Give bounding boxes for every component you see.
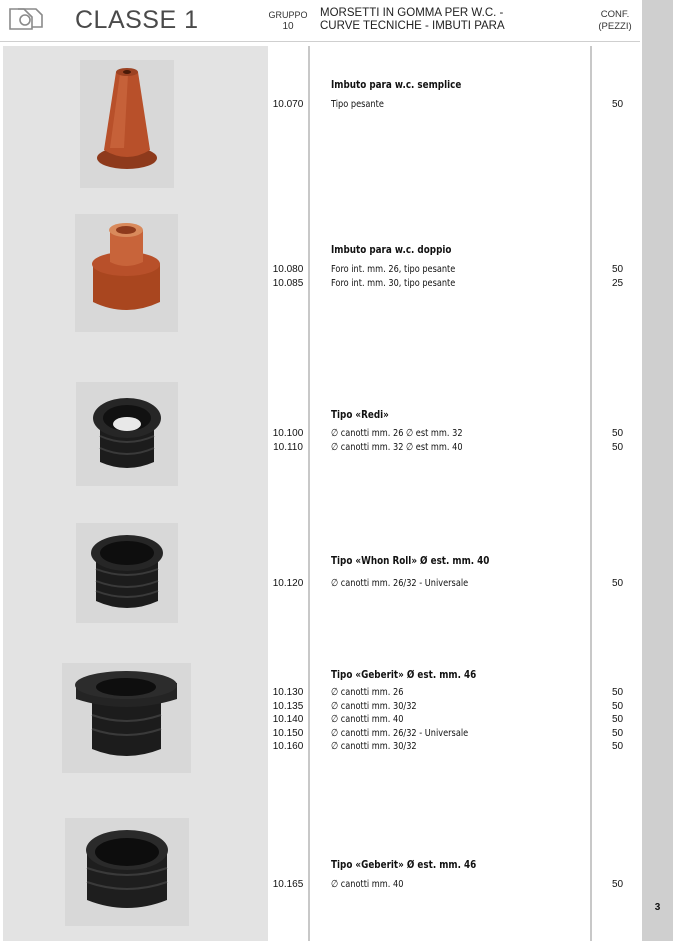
product-qty: 25 (611, 277, 624, 289)
table-row (0, 687, 640, 701)
product-code: 10.160 (272, 741, 304, 752)
gruppo-value: 10 (282, 21, 294, 32)
black-rubber-ring-seal-icon (65, 818, 189, 926)
product-code: 10.135 (272, 700, 304, 712)
product-code: 10.110 (273, 441, 303, 453)
product-qty: 50 (611, 700, 624, 712)
product-code: 10.100 (272, 428, 304, 439)
table-row (0, 701, 640, 715)
section-heading-line1: MORSETTI IN GOMMA PER W.C. - (320, 7, 504, 19)
product-qty: 50 (611, 264, 624, 275)
section-heading (320, 7, 590, 33)
product-desc: ∅ canotti mm. 30/32 (331, 700, 417, 712)
table-row (0, 99, 640, 113)
product-desc: Foro int. mm. 26, tipo pesante (331, 264, 456, 275)
logo (6, 5, 44, 33)
column-divider-code (308, 46, 310, 941)
table-row (0, 442, 640, 456)
table-row (0, 879, 640, 893)
product-desc: ∅ canotti mm. 26 ∅ est mm. 32 (331, 428, 463, 439)
product-qty: 50 (611, 441, 624, 453)
product-code: 10.080 (272, 264, 304, 275)
table-row (0, 741, 640, 755)
product-desc: Foro int. mm. 30, tipo pesante (331, 277, 456, 289)
product-code: 10.150 (272, 727, 304, 739)
gruppo-label: GRUPPO (268, 10, 308, 20)
product-desc: ∅ canotti mm. 26 (331, 687, 404, 698)
product-code: 10.085 (272, 277, 304, 289)
product-qty: 50 (611, 687, 624, 698)
product-desc: ∅ canotti mm. 40 (331, 879, 404, 890)
page-number: 3 (654, 902, 661, 913)
table-row (0, 578, 640, 592)
product-qty: 50 (611, 99, 624, 110)
side-bar (642, 0, 673, 941)
product-qty: 50 (611, 714, 624, 725)
class-title: CLASSE 1 (75, 6, 199, 34)
product-desc: ∅ canotti mm. 26/32 - Universale (331, 727, 469, 739)
table-row (0, 428, 640, 442)
conf-heading-line2: (PEZZI) (598, 21, 632, 32)
table-row (0, 278, 640, 292)
product-code: 10.165 (272, 879, 304, 890)
product-desc: ∅ canotti mm. 30/32 (331, 741, 417, 752)
product-code: 10.120 (272, 578, 304, 589)
product-qty: 50 (611, 879, 624, 890)
product-code: 10.130 (272, 687, 304, 698)
product-qty: 50 (611, 741, 624, 752)
product-desc: Tipo pesante (331, 99, 384, 110)
product-desc: ∅ canotti mm. 26/32 - Universale (331, 578, 469, 589)
conf-heading (590, 9, 640, 33)
conf-heading-line1: CONF. (600, 9, 630, 20)
section-heading-line2: CURVE TECNICHE - IMBUTI PARA (320, 20, 505, 32)
product-code: 10.070 (272, 99, 304, 110)
table-row (0, 728, 640, 742)
product-title: Tipo «Geberit» Ø est. mm. 46 (331, 668, 477, 681)
terracotta-cone-funnel-icon (80, 60, 174, 188)
product-title: Imbuto para w.c. doppio (331, 243, 452, 256)
table-row (0, 714, 640, 728)
product-desc: ∅ canotti mm. 32 ∅ est mm. 40 (331, 441, 463, 453)
product-qty: 50 (611, 428, 624, 439)
product-title: Tipo «Geberit» Ø est. mm. 46 (331, 858, 477, 871)
table-row (0, 264, 640, 278)
product-title: Imbuto para w.c. semplice (331, 78, 462, 91)
product-title: Tipo «Redi» (331, 408, 389, 421)
product-title: Tipo «Whon Roll» Ø est. mm. 40 (331, 554, 490, 567)
column-divider-qty (590, 46, 592, 941)
black-rubber-ribbed-seal-icon (76, 523, 178, 623)
product-code: 10.140 (272, 714, 304, 725)
header-divider (0, 41, 640, 42)
product-qty: 50 (611, 578, 624, 589)
product-desc: ∅ canotti mm. 40 (331, 714, 404, 725)
product-qty: 50 (611, 727, 624, 739)
